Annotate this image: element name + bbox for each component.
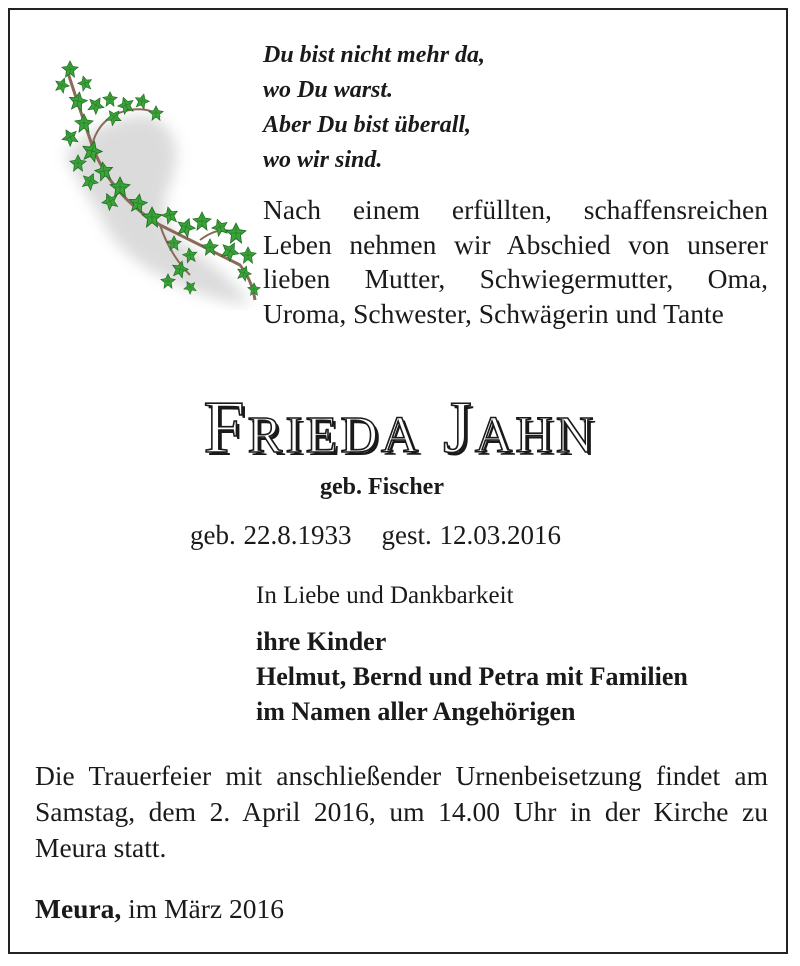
- death-date: gest. 12.03.2016: [381, 520, 561, 550]
- birth-date: geb. 22.8.1933: [190, 520, 352, 550]
- family-signature: [256, 624, 688, 729]
- poem-line: wo Du warst.: [263, 77, 394, 103]
- intro-text: Nach einem erfüllten, schaffensreichen Leben nehmen wir Abschied von unserer lieben Mutter, Schwiegermutter, Oma, Uroma, Schwester, Schwägerin und Tante: [263, 194, 768, 329]
- family-line: Helmut, Bernd und Petra mit Familien: [256, 662, 688, 691]
- family-line: ihre Kinder: [256, 627, 387, 656]
- place: Meura,: [35, 893, 122, 924]
- ivy-branch-icon: [40, 55, 270, 310]
- date: im März 2016: [128, 893, 284, 924]
- family-line: im Namen aller Angehörigen: [256, 697, 576, 726]
- place-date: [35, 893, 284, 925]
- funeral-notice: Die Trauerfeier mit anschließender Urnenbeisetzung findet am Samstag, dem 2. April 2016, um 14.00 Uhr in der Kirche zu Meura statt.: [35, 760, 768, 863]
- life-dates: [190, 520, 561, 551]
- poem: [263, 38, 763, 178]
- poem-line: Aber Du bist überall,: [263, 112, 472, 138]
- poem-line: Du bist nicht mehr da,: [263, 42, 486, 68]
- closing-phrase: In Liebe und Dankbarkeit: [256, 582, 514, 609]
- poem-line: wo wir sind.: [263, 147, 383, 173]
- maiden-name: geb. Fischer: [320, 474, 444, 500]
- deceased-name: Frieda Jahn: [203, 387, 597, 469]
